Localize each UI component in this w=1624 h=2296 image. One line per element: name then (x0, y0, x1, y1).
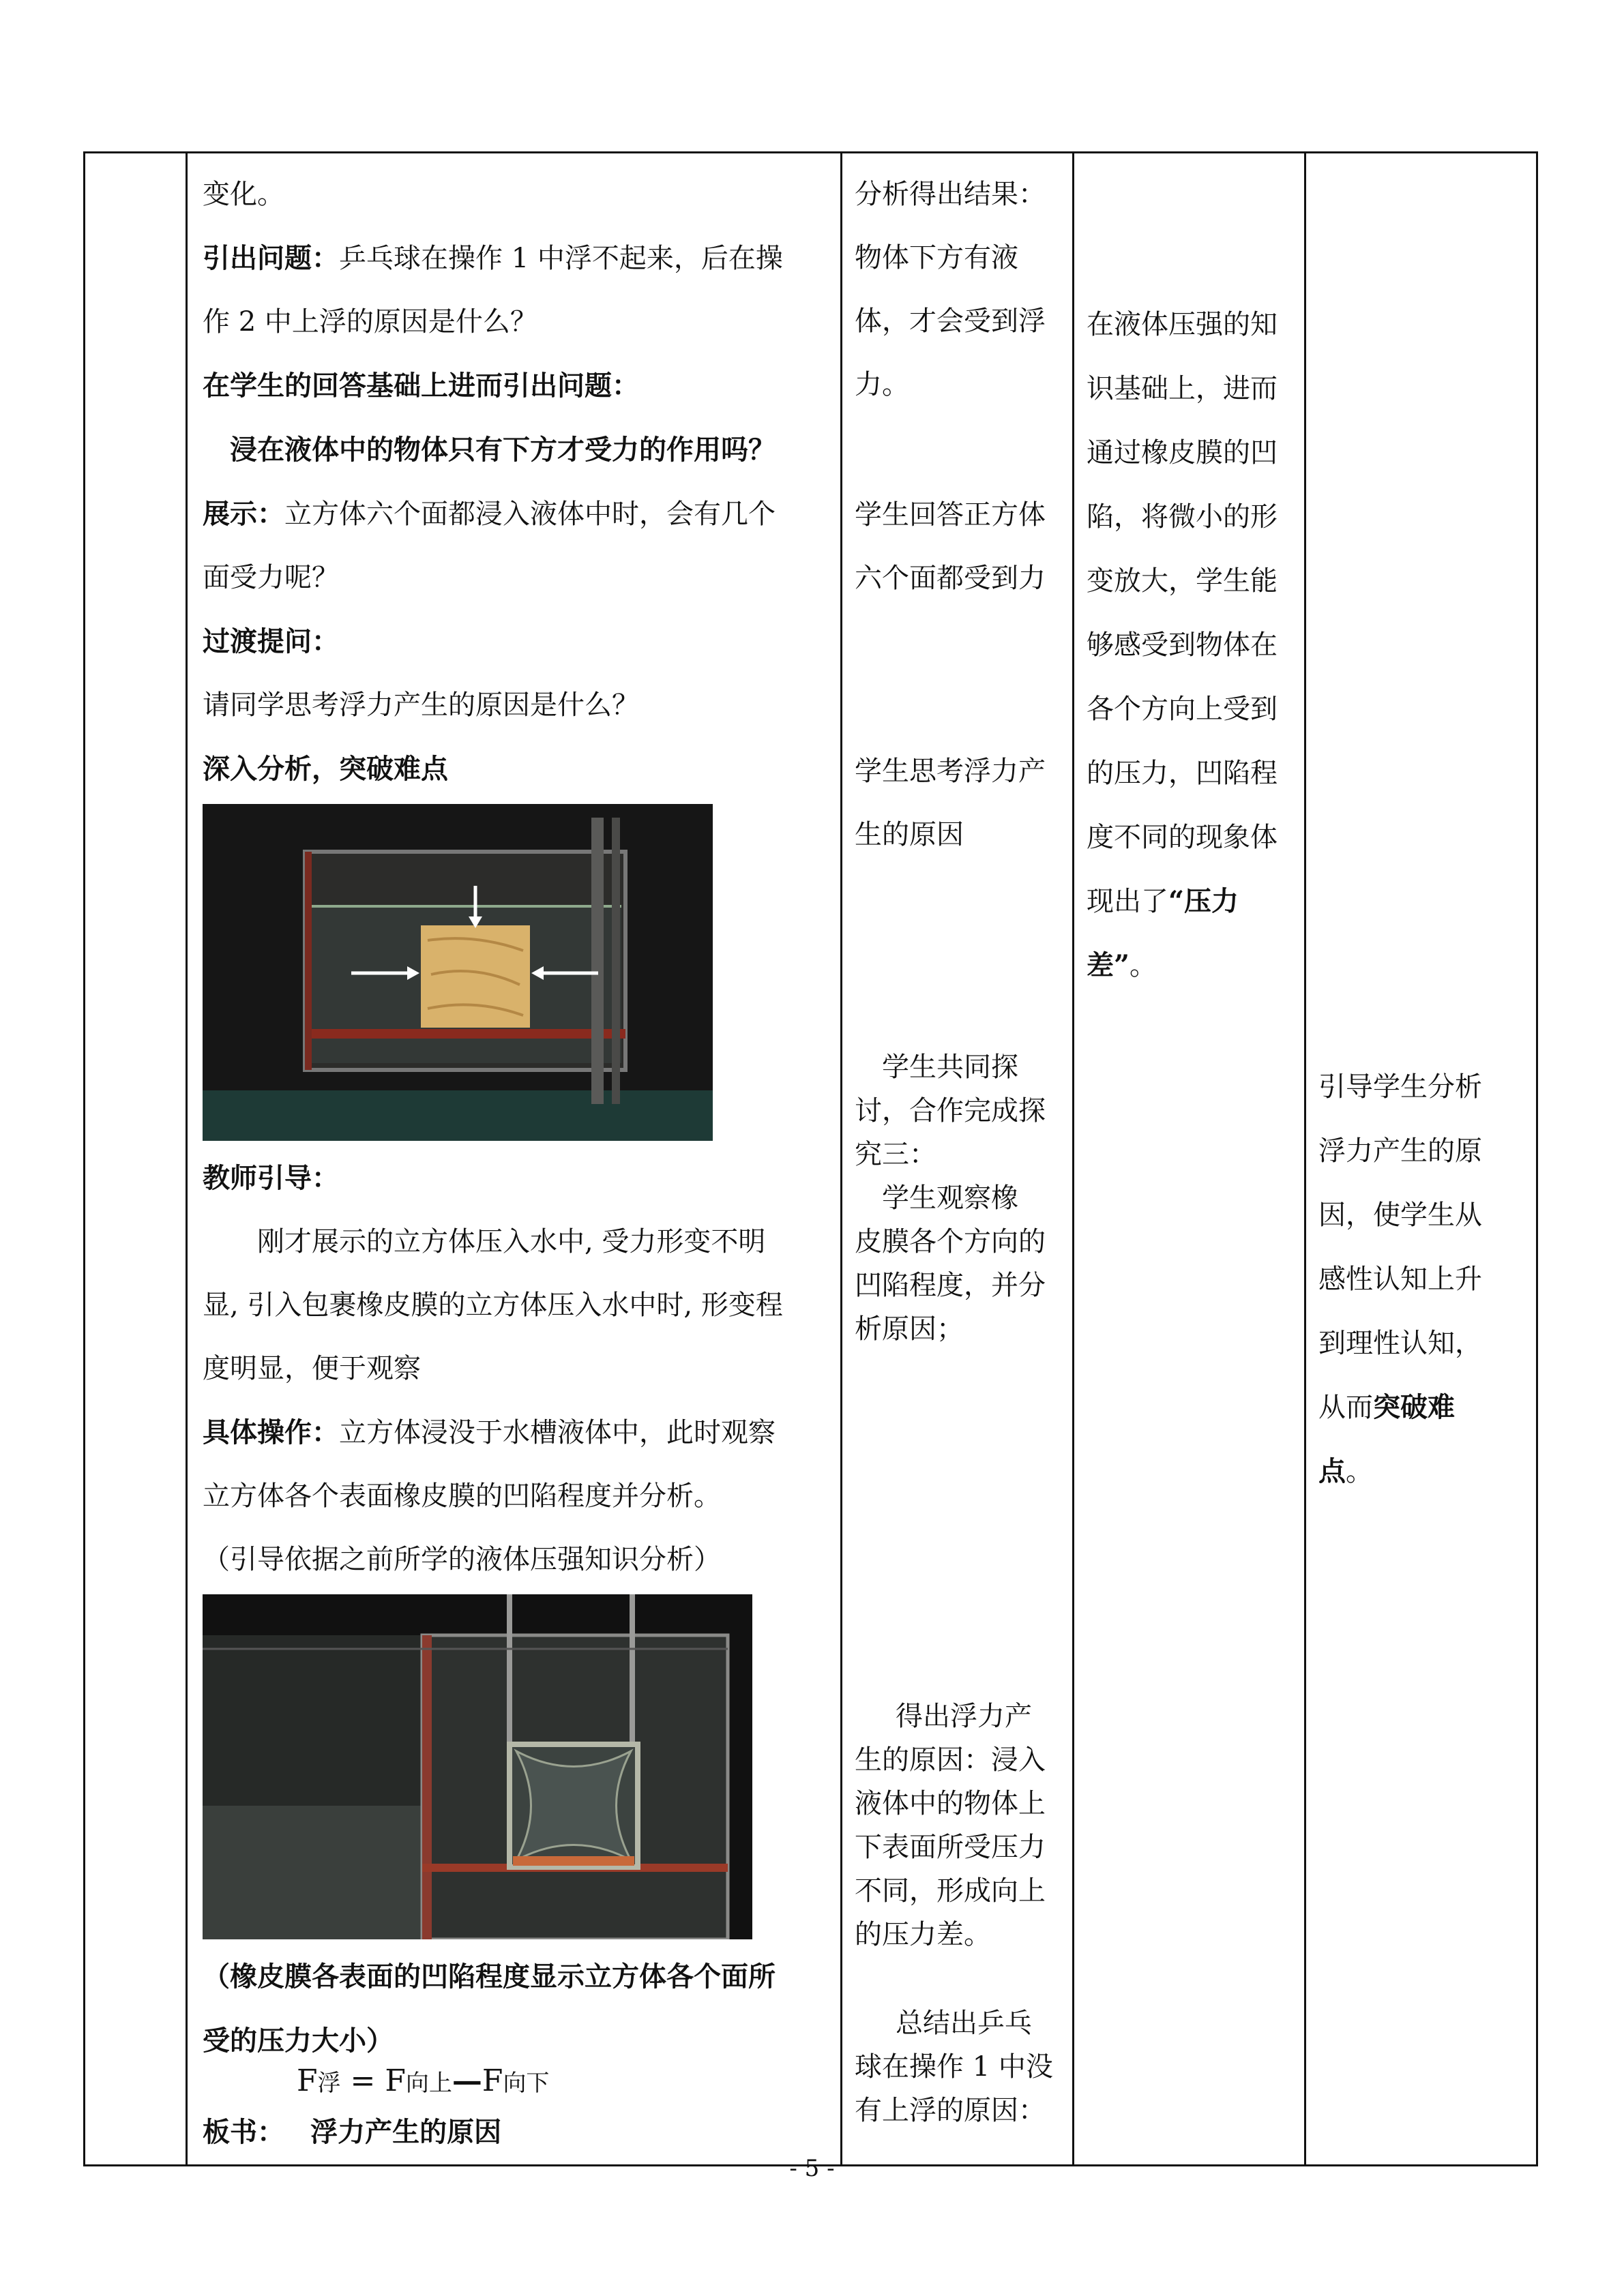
discussion-block: 学生共同探 讨，合作完成探 究三： 学生观察橡 皮膜各个方向的 凹陷程度，并分 析原因； (855, 1052, 1046, 1345)
text-line: 显, 引入包裹橡皮膜的立方体压入水中时, 形变程 (203, 1289, 783, 1321)
text-line: 教师引导： (203, 1162, 339, 1194)
think-cause-block: 学生思考浮力产 生的原因 (855, 756, 1046, 850)
text-line: 板书： 浮力产生的原因 (203, 2116, 502, 2148)
guidance-column (1305, 153, 1537, 2166)
text-line: 变化。 (203, 179, 284, 210)
guidance-block: 引导学生分析 浮力产生的原 因，使学生从 感性认知上升 到理性认知， 从而突破难 点。 (1318, 1071, 1482, 1487)
text-line: 立方体各个表面橡皮膜的凹陷程度并分析。 (203, 1480, 721, 1512)
text-line: 具体操作：立方体浸没于水槽液体中，此时观察 (203, 1416, 776, 1448)
text-line: 请同学思考浮力产生的原因是什么？ (203, 689, 639, 721)
buoyancy-formula: F浮 = F向上—F向下 (297, 2063, 550, 2098)
lesson-plan-table (83, 151, 1538, 2166)
text-line: 浸在液体中的物体只有下方才受力的作用吗？ (230, 434, 776, 466)
cube-answer-block: 学生回答正方体 六个面都受到力 (855, 499, 1046, 594)
design-intent-column (1074, 153, 1305, 2166)
text-line: 展示：立方体六个面都浸入液体中时，会有几个 (203, 498, 776, 530)
text-line: 面受力呢？ (203, 562, 339, 593)
text-line: 刚才展示的立方体压入水中, 受力形变不明 (257, 1226, 766, 1257)
text-line: 度明显，便于观察 (203, 1353, 421, 1384)
summary-block: 总结出乒乓 球在操作 1 中没 有上浮的原因： (855, 2008, 1053, 2126)
text-line: 受的压力大小） (203, 2025, 394, 2057)
result-block: 分析得出结果： 物体下方有液 体，才会受到浮 力。 (855, 179, 1046, 400)
text-line: 在学生的回答基础上进而引出问题： (203, 370, 639, 402)
text-line: （橡皮膜各表面的凹陷程度显示立方体各个面所 (203, 1960, 776, 1993)
cube-in-water-photo (203, 804, 713, 1141)
text-line: 作 2 中上浮的原因是什么？ (203, 306, 537, 338)
student-activity-column (842, 153, 1074, 2166)
page-number: - 5 - (789, 2155, 835, 2182)
design-intent-block: 在液体压强的知 识基础上，进而 通过橡皮膜的凹 陷，将微小的形 变放大，学生能 够感受到物体在 各个方向上受到 的压力，凹陷程 度不同的现象体 现出了“压力 差”。 (1087, 309, 1278, 981)
conclusion-block: 得出浮力产 生的原因：浸入 液体中的物体上 下表面所受压力 不同，形成向上 的压力差。 (855, 1701, 1046, 1950)
column-1-empty (85, 153, 187, 2166)
text-line: 引出问题：乒乓球在操作 1 中浮不起来，后在操 (203, 242, 783, 274)
teacher-activity-column (187, 153, 842, 2166)
rubber-membrane-cube-photo (203, 1594, 752, 1939)
text-line: （引导依据之前所学的液体压强知识分析） (203, 1544, 721, 1575)
text-line: 深入分析，突破难点 (203, 753, 448, 785)
text-line: 过渡提问： (203, 625, 339, 657)
